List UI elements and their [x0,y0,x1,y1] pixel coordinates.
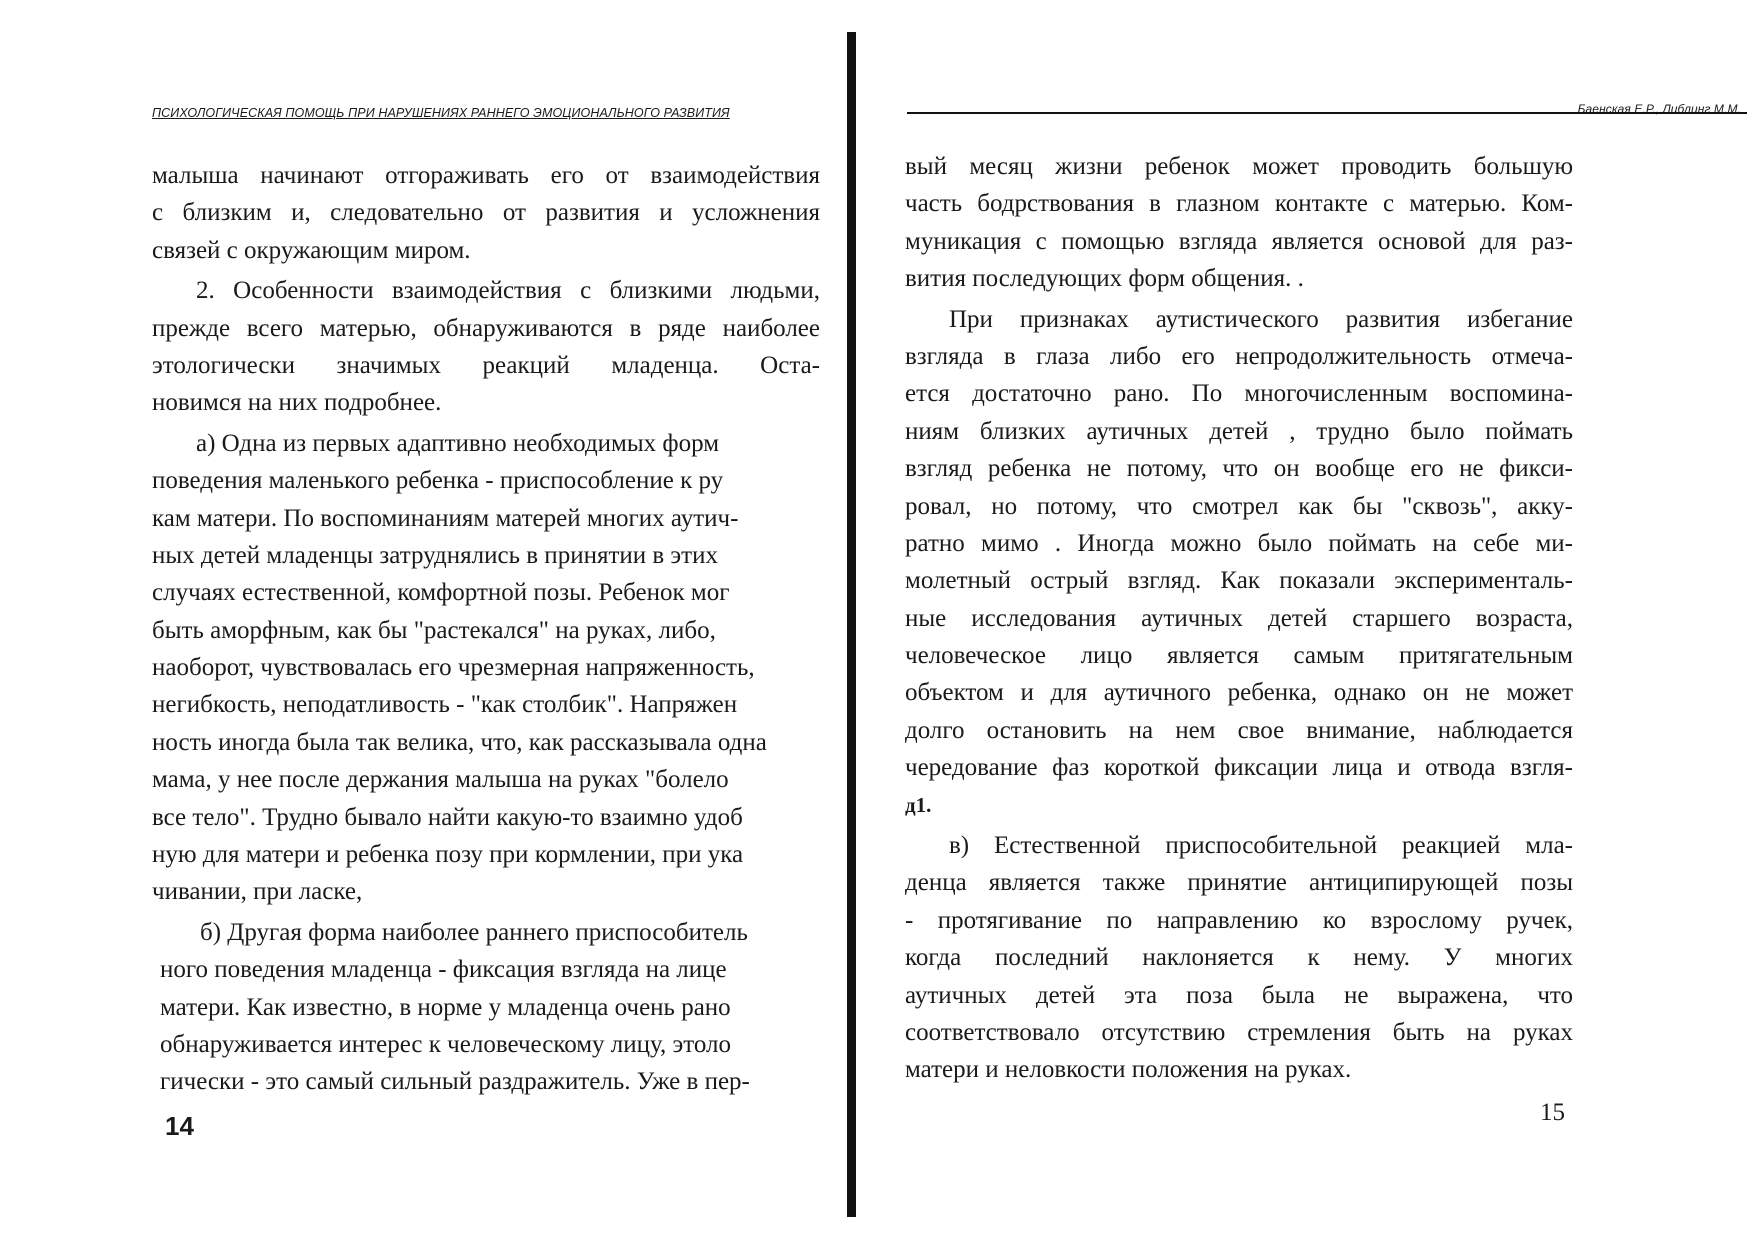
page-number-right: 15 [1540,1099,1565,1126]
text-line: вый месяц жизни ребенок может проводить большую [905,153,1573,180]
text-line: - протягивание по направлению ко взрослому ручек, [905,906,1573,934]
text-line: д1. [905,792,932,817]
text-line: с близким и, следовательно от развития и усложнения [152,199,820,227]
text-line: ную для матери и ребенка позу при кормлении, при ука [152,841,744,869]
text-line: мама, у нее после держания малыша на руках "болело [152,766,729,794]
text-line: ровал, но потому, что смотрел как бы "сквозь", акку- [905,492,1573,520]
text-line: все тело". Трудно бывало найти какую-то взаимно удоб [152,803,743,831]
text-line: ного поведения младенца - фиксация взгляда на лице [160,956,727,984]
left-page [0,0,840,1241]
text-line: гически - это самый сильный раздражитель. Уже в пер- [160,1068,750,1096]
text-line: ется достаточно рано. По многочисленным воспомина- [905,380,1573,408]
text-line: человеческое лицо является самым притягательным [905,642,1573,670]
text-line: б) Другая форма наиболее раннего приспособитель [200,918,748,946]
header-rule [907,112,1747,114]
page-number-left: 14 [165,1111,194,1141]
text-line: кам матери. По воспоминаниям матерей многих аутич- [152,504,739,532]
text-line: а) Одна из первых адаптивно необходимых форм [196,429,720,457]
text-line: объектом и для аутичного ребенка, однако он не может [905,679,1573,707]
text-line: в) Естественной приспособительной реакцией мла- [949,832,1573,860]
text-line: чередование фаз короткой фиксации лица и отвода взгля- [905,754,1573,782]
text-line: случаях естественной, комфортной позы. Ребенок мог [152,579,730,607]
text-line: часть бодрствования в глазном контакте с матерью. Ком- [905,190,1573,218]
right-body-text [905,148,1573,1089]
text-line: поведения маленького ребенка - приспособление к ру [152,467,724,495]
text-line: новимся на них подробнее. [152,389,442,417]
text-line: При признаках аутистического развития избегание [949,305,1573,333]
text-line: вития последующих форм общения. . [905,265,1304,293]
text-line: наоборот, чувствовалась его чрезмерная напряженность, [152,654,755,682]
text-line: обнаруживается интерес к человеческому лицу, этоло [160,1030,732,1058]
right-running-head: Баенская Е.Р., Либлинг М.М. [1577,102,1741,116]
text-line: прежде всего матерью, обнаруживаются в ряде наиболее [152,314,820,342]
text-line: 2. Особенности взаимодействия с близкими людьми, [196,277,820,305]
text-line: этологически значимых реакций младенца. Оста- [152,351,820,379]
text-line: чивании, при ласке, [152,878,363,906]
text-line: связей с окружающим миром. [152,236,471,264]
text-line: взгляда в глаза либо его непродолжительность отмеча- [905,342,1573,370]
text-line: денца является также принятие антиципирующей позы [905,869,1573,897]
text-line: ные исследования аутичных детей старшего возраста, [905,604,1573,632]
text-line: муникация с помощью взгляда является основой для раз- [905,227,1573,255]
text-line: негибкость, неподатливость - "как столбик". Напряжен [152,691,738,719]
text-line: ных детей младенцы затруднялись в принятии в этих [152,541,718,569]
text-line: ность иногда была так велика, что, как рассказывала одна [152,728,767,756]
left-body-text [152,157,820,1101]
text-line: матери и неловкости положения на руках. [905,1056,1352,1084]
text-line: малыша начинают отгораживать его от взаимодействия [152,162,820,189]
text-line: матери. Как известно, в норме у младенца очень рано [160,993,731,1021]
text-line: когда последний наклоняется к нему. У многих [905,944,1573,972]
text-line: аутичных детей эта поза была не выражена, что [905,981,1573,1009]
left-running-head: ПСИХОЛОГИЧЕСКАЯ ПОМОЩЬ ПРИ НАРУШЕНИЯХ РАННЕГО ЭМОЦИОНАЛЬНОГО РАЗВИТИЯ [152,106,730,120]
text-line: взгляд ребенка не потому, что он вообще его не фикси- [905,455,1573,483]
text-line: молетный острый взгляд. Как показали эксперименталь- [905,567,1573,595]
text-line: быть аморфным, как бы "растекался" на руках, либо, [152,616,716,644]
text-line: долго остановить на нем свое внимание, наблюдается [905,716,1573,744]
text-line: соответствовало отсутствию стремления быть на руках [905,1018,1573,1046]
right-page [855,0,1753,1241]
text-line: ниям близких аутичных детей , трудно было поймать [905,417,1573,445]
text-line: ратно мимо . Иногда можно было поймать на себе ми- [905,529,1573,557]
